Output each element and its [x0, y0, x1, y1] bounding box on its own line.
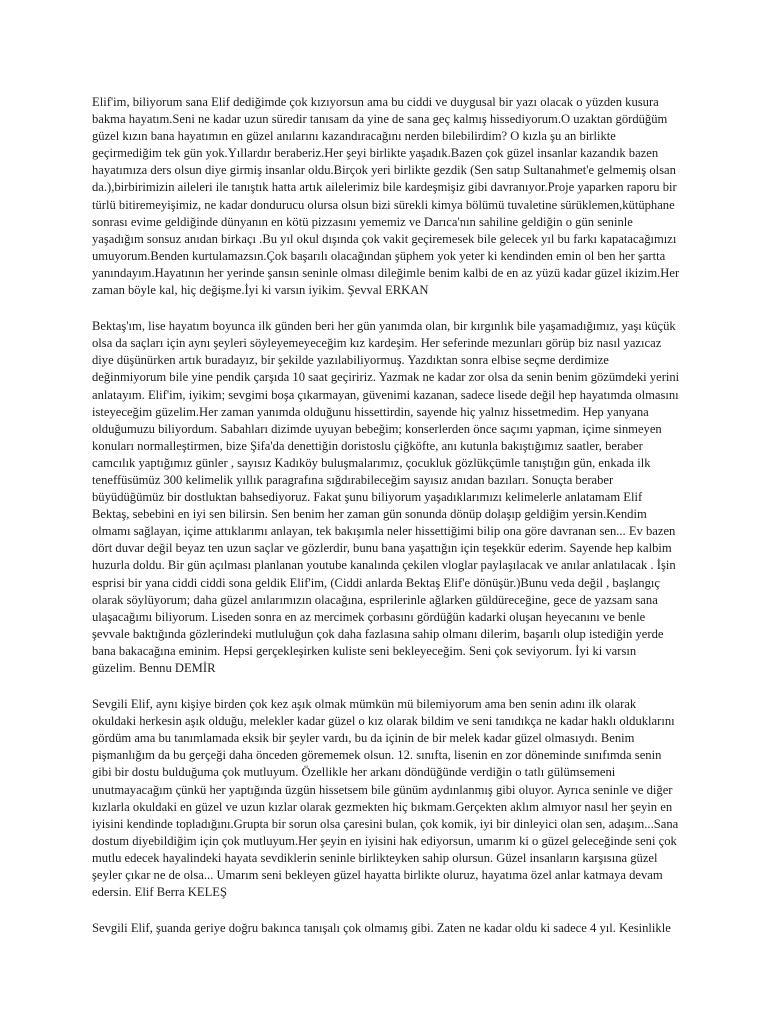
text-line: esprisi bir yana ciddi ciddi sona geldik Elif'im, (Ciddi anlarda Bektaş Elif'e dönüşür.)Bunu veda değil , başlangıç — [92, 575, 660, 590]
paragraph-sevval — [92, 94, 686, 299]
text-line: da.),birbirimizin aileleri ile tanıştık hatta artık ailelerimiz bile kardeşmişiz gibi davranıyor.Proje yaparken raporu bir — [92, 180, 677, 195]
text-line: Bektaş, sebebini en iyi sen bilirsin. Sen benim her zaman gün sonunda dönüp dolaşıp geldiğim yersin.Kendim — [92, 507, 647, 522]
text-line: geçirmediğim tek gün yok.Yıllardır beraberiz.Her şeyi birlikte yaşadık.Bazen çok güzel insanlar kazandık bazen — [92, 146, 659, 161]
text-line: güzel kızın bana hayatımın en güzel anılarını kazandıracağını nerden bilebilirdim? O kızla şu an birlikte — [92, 129, 616, 144]
text-line: dört duvar değil beyaz ten uzun saçlar ve gözlerdir, bunu bana yaşattığın için teşekkür ederim. Sayende hep kalbim — [92, 541, 672, 556]
text-line: değinmiyorum bile yine pendik çarşıda 10 saat geçiririz. Yazmak ne kadar zor olsa da senin benim gözümdeki yerini — [92, 370, 680, 385]
text-line: anlatayım. Elif'im, iyikim; sevgimi boşa çıkarmayan, güvenimi kazanan, sadece lisede değil hep hayatımda olmasını — [92, 387, 679, 402]
text-line: iyisini kendinde topladığını.Grupta bir sorun olsa çaresini bulan, çok komik, iyi bir dinleyici olan sen, adaşım...Sana — [92, 816, 679, 831]
text-line: isteyeceğim güzelim.Her zaman yanımda olduğunu hissettirdin, sayende hiç yalnız hissetmedim. Hep yanyana — [92, 404, 649, 419]
text-line: Elif'im, biliyorum sana Elif dediğimde çok kızıyorsun ama bu ciddi ve duygusal bir yazı olacak o yüzden kusura — [92, 95, 659, 109]
document-page — [92, 94, 686, 956]
text-line: olduğumuzu biliyordum. Sabahları dizimde uyuyan bebeğim; konserlerden önce saçımı yapman, içime sinmeyen — [92, 421, 662, 436]
paragraph-final — [92, 920, 686, 937]
text-line: gibi bir dostu bulduğuma çok mutluyum. Özellikle her arkanı döndüğünde verdiğin o tatlı gülümsemeni — [92, 765, 616, 780]
text-line: konuları normalleştirmen, bize Şifa'da denettiğin doristoslu çiğköfte, anı kutunla bakıştığımız saatler, beraber — [92, 438, 643, 453]
text-line: Bektaş'ım, lise hayatım boyunca ilk günden beri her gün yanımda olan, bir kırgınlık bile yaşamadığımız, yaşı küçük — [92, 319, 676, 334]
text-line: okuldaki herkesin aşık olduğu, melekler kadar güzel o kız olarak bildim ve seni tanıdıkça ne kadar haklı olduklarını — [92, 714, 675, 729]
text-line: olarak söylüyorum; daha güzel anılarımızın olacağına, esprilerinle ağlarken güldüreceğine, gece de yazsam sana — [92, 592, 658, 607]
text-line: diye düşünürken artık buradayız, bir şekilde yazılabiliyormuş. Yazdıktan sonra elbise seçme derdimize — [92, 353, 609, 368]
text-line: gördüm ama bu tanımlamada eksik bir şeyler vardı, bu da içinin de bir melek kadar güzel olmasıydı. Benim — [92, 731, 635, 746]
text-line: yaşadığım sonsuz anıdan birkaçı .Bu yıl okul dışında çok vakit geçiremesek bile gelecek yıl bu farkı kapatacağımızı — [92, 231, 677, 246]
text-line: dostum diyebildiğim için çok mutluyum.Her şeyin en iyisini hak ediyorsun, umarım ki o güzel geleceğinde seni çok — [92, 833, 677, 848]
text-line: camcılık yaptığımız günler , sayısız Kadıköy buluşmalarımız, çocukluk gözlükçümle tanıştığın gün, enkada ilk — [92, 455, 651, 470]
text-line: şevvale baktığında gözlerindeki mutluluğun çok daha fazlasına sahip olmanı dilerim, başarılı olup istediğin yerde — [92, 626, 664, 641]
text-line: pişmanlığım da bu gerçeği daha önceden görememek olsun. 12. sınıfta, lisenin en zor döneminde sınıfımda senin — [92, 748, 662, 763]
text-line: şeyler çıkar ne de olsa... Umarım seni bekleyen güzel hayatta birlikte oluruz, hayatıma özel anlar katmaya devam — [92, 868, 663, 883]
text-line: mutlu edecek hayalindeki hayata sevdiklerin seninle birlikteyken sahip olursun. Güzel insanların karşısına güzel — [92, 850, 658, 865]
text-line: Sevgili Elif, aynı kişiye birden çok kez aşık olmak mümkün mü bilemiyorum ama ben senin adını ilk olarak — [92, 697, 637, 712]
text-line: edersin. Elif Berra KELEŞ — [92, 885, 227, 900]
text-line: yanındayım.Hayatının her yerinde şansın seninle olması dileğimle benim kalbi de en az yüzü kadar güzel ikizim.Her — [92, 265, 680, 280]
text-line: olsa da saçları için aynı şeyleri söyleyemeyeceğim kız kardeşim. Her seferinde mezunları görüp biz nasıl yazıcaz — [92, 336, 662, 351]
text-line: bana bakacağına eminim. Hepsi gerçekleşirken kuliste seni bekleyeceğim. Seni çok seviyorum. İyi ki varsın — [92, 643, 637, 658]
text-line: sonrası evime geldiğinde dünyanın en kötü pizzasını yememiz ve Darıca'nın sahiline geldiğin o gün seninle — [92, 214, 633, 229]
text-line: hayatımıza ders olsun diye girmiş insanlar oldu.Birçok yeri birlikte gezdik (Sen satıp Sultanahmet'e gelmemiş olsan — [92, 163, 676, 178]
text-line: türlü bitiremeyişimiz, ne kadar dondurucu olursa olsun bizi sürekli kimya bölümü tuvaletine sürüklemen,kütüphane — [92, 197, 675, 212]
paragraph-elif-berra — [92, 696, 686, 901]
text-line: güzelim. Bennu DEMİR — [92, 661, 216, 675]
paragraph-bennu — [92, 318, 686, 677]
text-line: umuyorum.Benden kurtulamazsın.Çok başarılı olacağından şüphem yok yeter ki kendinden emin ol ben her şartta — [92, 248, 666, 263]
text-line: kızlarla okuldaki en güzel ve uzun kızlar olarak gezmekten hiç bıkmam.Gerçekten aklım almıyor nasıl her şeyin en — [92, 799, 673, 814]
text-line: unutmayacağım çünkü her yaptığında üzgün hissetsem bile günüm aydınlanmış gibi oluyor. Ayrıca seninle ve diğer — [92, 782, 673, 797]
text-line: ulaşacağımı biliyorum. Liseden sonra en az mercimek çorbasını gördüğün kadarki oluşan heyecanını ve benle — [92, 609, 646, 624]
text-line: olmamı sağlayan, içime attıklarımı anlayan, tek bakışımla neler hissettiğimi bilip ona göre davranan sen... Ev bazen — [92, 524, 676, 539]
text-line: bakma hayatım.Seni ne kadar uzun süredir tanısam da yine de sana geç kalmış hissediyorum.O uzaktan gördüğüm — [92, 112, 668, 127]
text-line: zaman böyle kal, hiç değişme.İyi ki varsın iyikim. Şevval ERKAN — [92, 283, 429, 298]
text-line: teneffüsümüz 300 kelimelik yıllık paragrafına sığdırabileceğim sayısız anıdan bazıları. Sonuçta beraber — [92, 472, 614, 487]
text-line: büyüdüğümüz bir dostluktan bahsediyoruz. Fakat şunu biliyorum yaşadıklarımızı kelimelerle anlatamam Elif — [92, 490, 643, 505]
text-line: Sevgili Elif, şuanda geriye doğru bakınca tanışalı çok olmamış gibi. Zaten ne kadar oldu ki sadece 4 yıl. Kesinlikle — [92, 921, 671, 936]
text-line: huzurla doldu. Bir gün açılması planlanan youtube kanalında çekilen vloglar paylaşılacak ve anılar anlatılacak . İşin — [92, 558, 676, 573]
